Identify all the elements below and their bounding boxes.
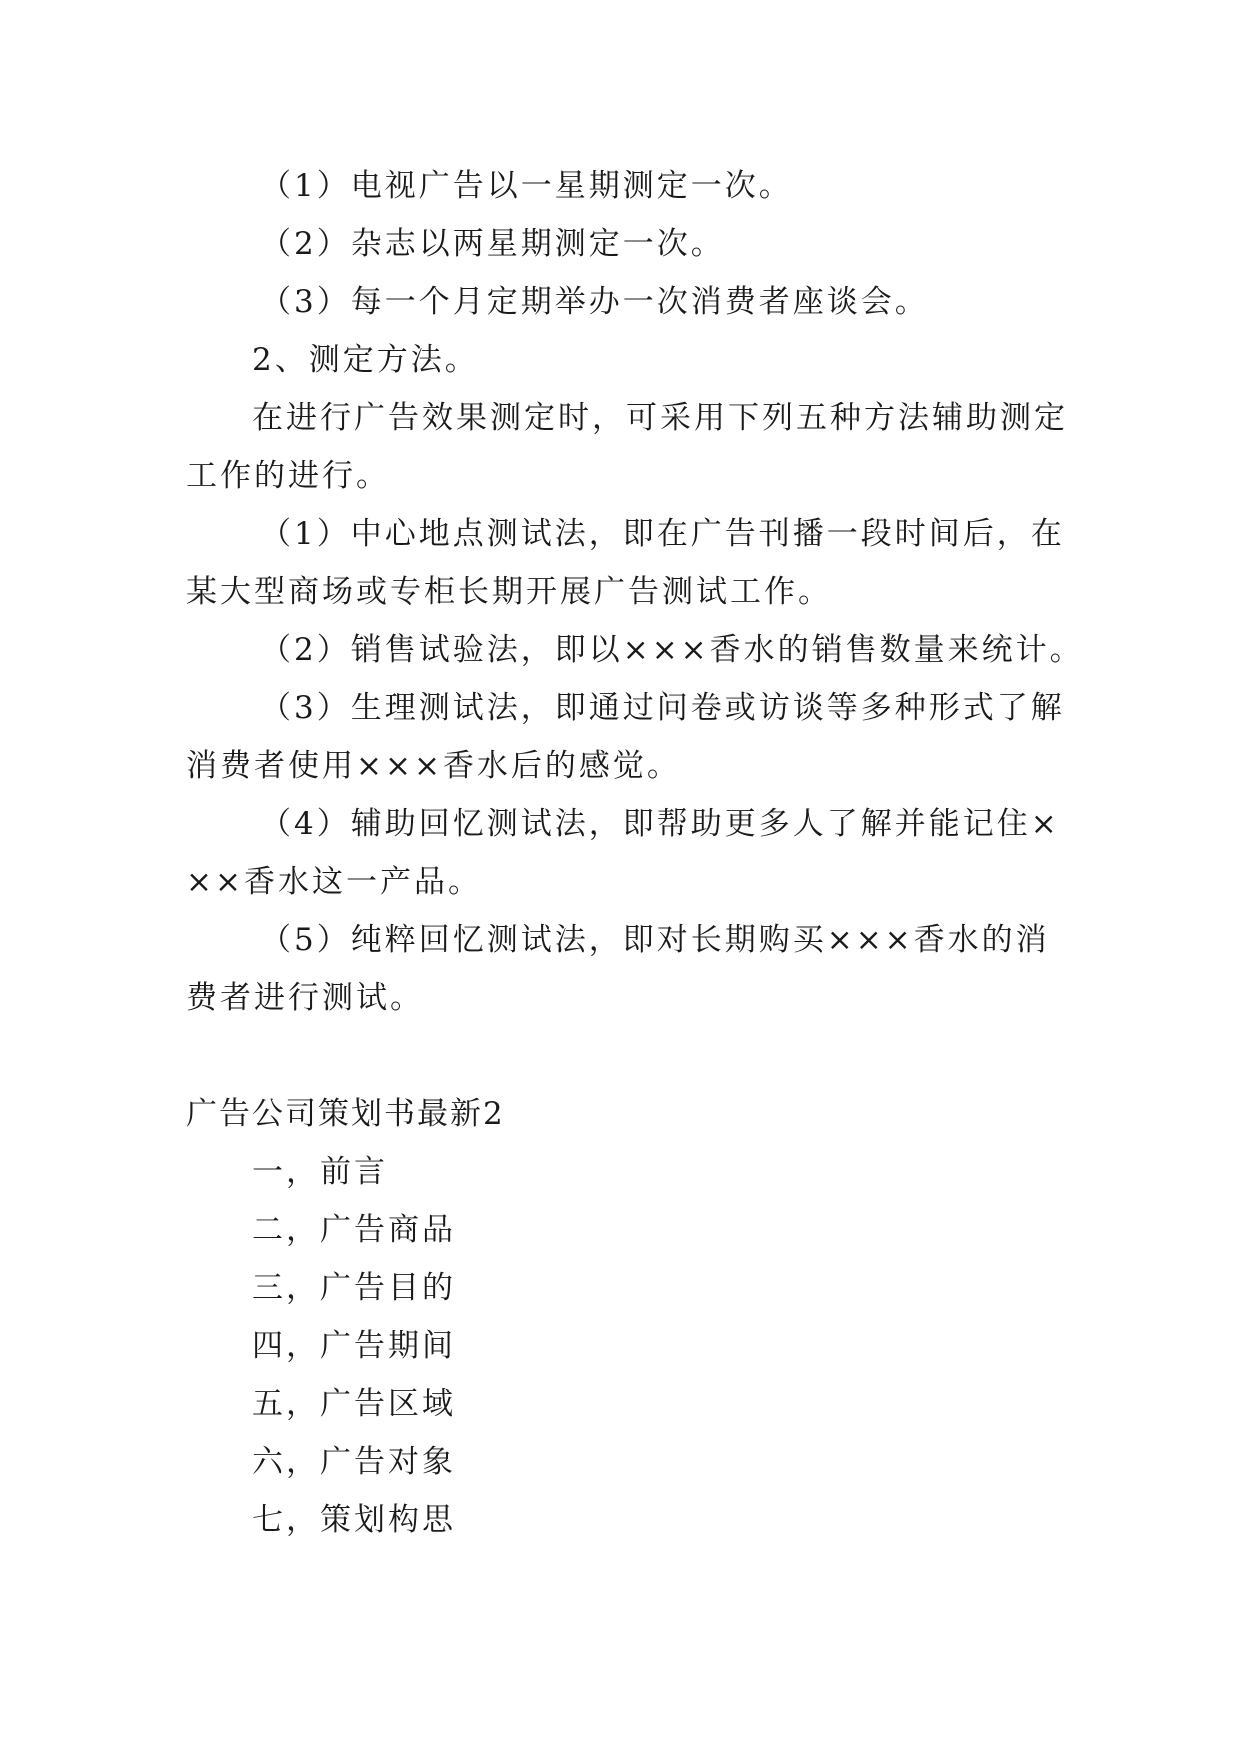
paragraph-line: ××香水这一产品。 xyxy=(186,864,482,900)
outline-item: 四，广告期间 xyxy=(252,1328,456,1364)
paragraph-line: 费者进行测试。 xyxy=(186,980,424,1016)
paragraph-line: 某大型商场或专柜长期开展广告测试工作。 xyxy=(186,574,832,610)
outline-item: 二，广告商品 xyxy=(252,1212,456,1248)
document-heading: 广告公司策划书最新2 xyxy=(186,1096,505,1132)
paragraph-line: 工作的进行。 xyxy=(186,458,390,494)
outline-item: 三，广告目的 xyxy=(252,1270,456,1306)
paragraph-line: （4）辅助回忆测试法，即帮助更多人了解并能记住× xyxy=(260,806,1060,842)
paragraph-line: 消费者使用×××香水后的感觉。 xyxy=(186,748,681,784)
section-subheading: 2、测定方法。 xyxy=(252,342,479,378)
outline-item: 五，广告区域 xyxy=(252,1386,456,1422)
paragraph-line: （2）销售试验法，即以×××香水的销售数量来统计。 xyxy=(260,632,1084,668)
outline-item: 七，策划构思 xyxy=(252,1502,456,1538)
outline-item: 六，广告对象 xyxy=(252,1444,456,1480)
paragraph-line: 在进行广告效果测定时，可采用下列五种方法辅助测定 xyxy=(252,400,1068,436)
paragraph-line: （5）纯粹回忆测试法，即对长期购买×××香水的消 xyxy=(260,922,1050,958)
paragraph-line: （1）中心地点测试法，即在广告刊播一段时间后，在 xyxy=(260,516,1065,552)
outline-item: 一，前言 xyxy=(252,1154,388,1190)
paragraph-line: （3）生理测试法，即通过问卷或访谈等多种形式了解 xyxy=(260,690,1065,726)
paragraph-line: （3）每一个月定期举办一次消费者座谈会。 xyxy=(260,284,929,320)
paragraph-line: （1）电视广告以一星期测定一次。 xyxy=(260,168,793,204)
paragraph-line: （2）杂志以两星期测定一次。 xyxy=(260,226,725,262)
